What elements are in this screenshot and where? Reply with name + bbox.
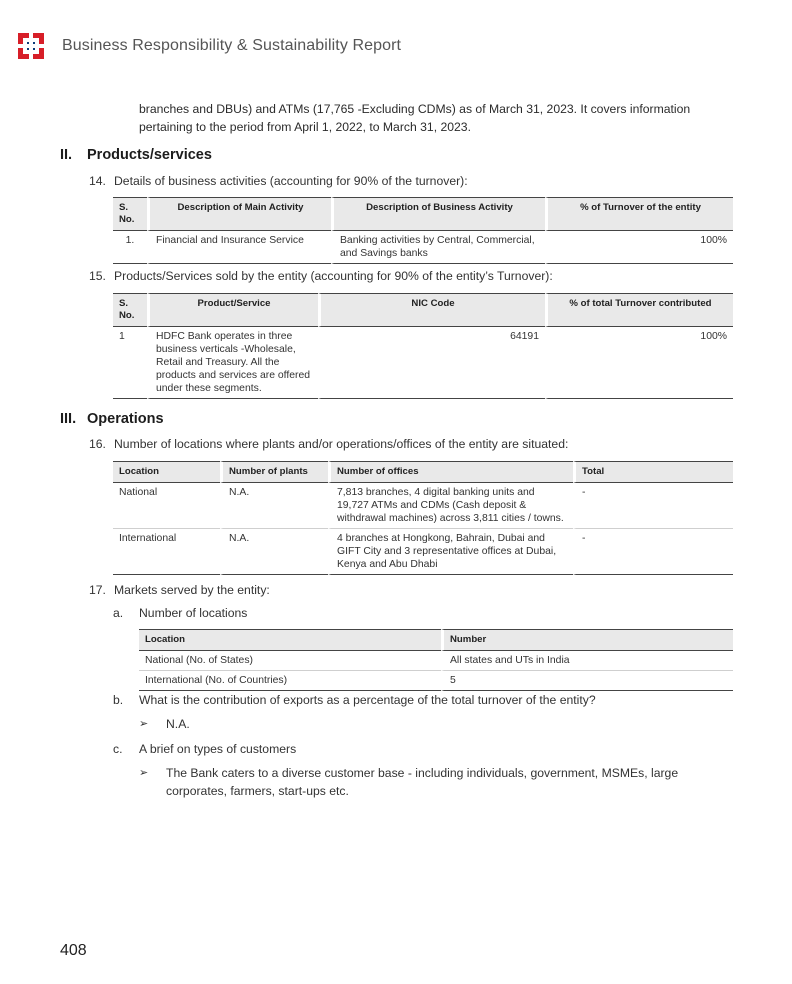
cell-offices: 7,813 branches, 4 digital banking units and 19,727 ATMs and CDMs (Cash deposit & withdrawal machines) across 3,811 cities / towns. xyxy=(328,483,573,528)
cell-number: 5 xyxy=(441,670,733,691)
products-services-table xyxy=(113,293,733,399)
col-header-turnover: % of total Turnover contributed xyxy=(545,293,733,327)
table-row xyxy=(113,231,733,264)
arrow-bullet-icon: ➢ xyxy=(139,767,149,779)
question-15: 15. Products/Services sold by the entity (accounting for 90% of the entity’s Turnover): xyxy=(89,269,553,283)
table-row xyxy=(113,528,733,575)
cell-sno: 1. xyxy=(113,231,147,264)
col-header-nic-code: NIC Code xyxy=(318,293,545,327)
cell-business-activity: Banking activities by Central, Commercial, and Savings banks xyxy=(331,231,545,264)
col-header-plants: Number of plants xyxy=(220,461,328,483)
cell-sno: 1 xyxy=(113,327,147,399)
cell-number: All states and UTs in India xyxy=(441,651,733,670)
col-header-turnover: % of Turnover of the entity xyxy=(545,197,733,231)
cell-main-activity: Financial and Insurance Service xyxy=(147,231,331,264)
table-row xyxy=(139,670,733,691)
bank-logo-icon xyxy=(18,33,44,59)
col-header-business-activity: Description of Business Activity xyxy=(331,197,545,231)
table-row xyxy=(139,651,733,670)
col-header-offices: Number of offices xyxy=(328,461,573,483)
cell-turnover: 100% xyxy=(545,231,733,264)
locations-table xyxy=(113,461,733,575)
page-header xyxy=(18,33,401,59)
cell-total: - xyxy=(573,528,733,575)
cell-location: International (No. of Countries) xyxy=(139,670,441,691)
business-activities-table xyxy=(113,197,733,264)
section-heading-products: II. Products/services xyxy=(60,147,212,163)
cell-location: International xyxy=(113,528,220,575)
cell-turnover: 100% xyxy=(545,327,733,399)
question-17: 17. Markets served by the entity: xyxy=(89,583,270,597)
cell-offices: 4 branches at Hongkong, Bahrain, Dubai and GIFT City and 3 representative offices at Dubai, Kenya and Abu Dhabi xyxy=(328,528,573,575)
cell-plants: N.A. xyxy=(220,483,328,528)
col-header-sno: S. No. xyxy=(113,293,147,327)
cell-plants: N.A. xyxy=(220,528,328,575)
cell-location: National xyxy=(119,487,158,498)
cell-location: National (No. of States) xyxy=(145,655,253,666)
answer-17b: ➢ N.A. xyxy=(139,717,190,731)
col-header-total: Total xyxy=(573,461,733,483)
col-header-location: Location xyxy=(113,461,220,483)
cell-total: - xyxy=(573,483,733,528)
question-17b: b. What is the contribution of exports as a percentage of the total turnover of the entity? xyxy=(113,693,596,707)
intro-paragraph: branches and DBUs) and ATMs (17,765 -Excluding CDMs) as of March 31, 2023. It covers information pertaining to the period from April 1, 2022, to March 31, 2023. xyxy=(139,102,691,134)
arrow-bullet-icon: ➢ xyxy=(139,718,149,730)
cell-nic-code: 64191 xyxy=(318,327,545,399)
page-number: 408 xyxy=(60,942,87,959)
answer-17c: ➢ The Bank caters to a diverse customer base - including individuals, government, MSMEs, large corporates, farmers, start-ups etc. xyxy=(139,766,679,798)
cell-product: HDFC Bank operates in three business verticals -Wholesale, Retail and Treasury. All the products and services are offered under these segments. xyxy=(147,327,318,399)
question-17c: c. A brief on types of customers xyxy=(113,742,297,756)
question-17a: a. Number of locations xyxy=(113,606,248,620)
col-header-number: Number xyxy=(441,629,733,651)
col-header-sno: S. No. xyxy=(113,197,147,231)
question-14: 14. Details of business activities (accounting for 90% of the turnover): xyxy=(89,174,468,188)
markets-table xyxy=(139,629,733,691)
question-16: 16. Number of locations where plants and/or operations/offices of the entity are situated: xyxy=(89,437,569,451)
col-header-product: Product/Service xyxy=(147,293,318,327)
table-row xyxy=(113,327,733,399)
table-row xyxy=(113,483,733,528)
col-header-location: Location xyxy=(139,629,441,651)
section-heading-operations: III. Operations xyxy=(60,411,164,427)
col-header-main-activity: Description of Main Activity xyxy=(147,197,331,231)
report-title: Business Responsibility & Sustainability Report xyxy=(62,37,402,54)
